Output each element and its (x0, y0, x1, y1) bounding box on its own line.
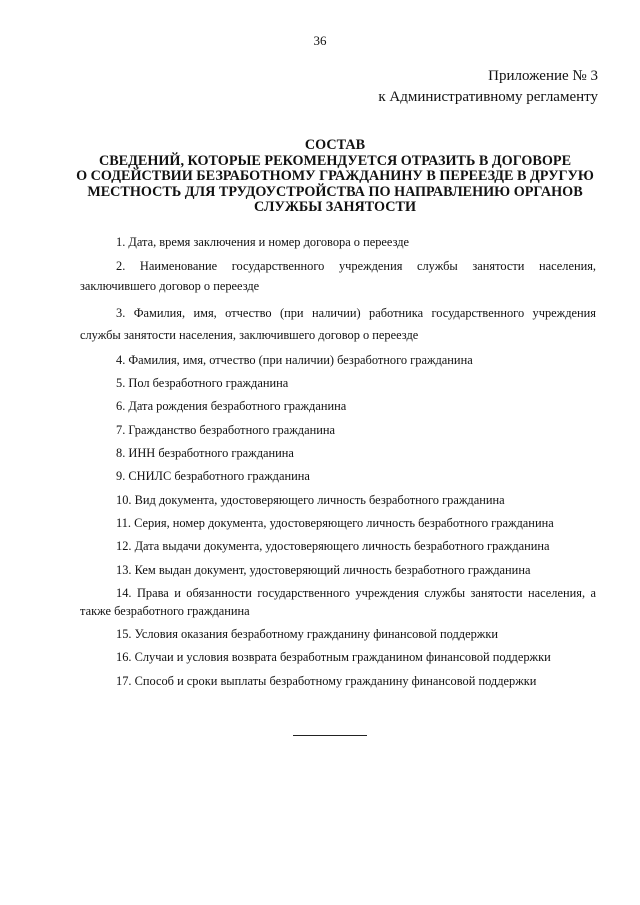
list-item: 3. Фамилия, имя, отчество (при наличии) работника государственного учреждения службы занятости населения, заключившего договор о переезде (80, 305, 596, 342)
title-line: СВЕДЕНИЙ, КОТОРЫЕ РЕКОМЕНДУЕТСЯ ОТРАЗИТЬ В ДОГОВОРЕ (98, 152, 572, 169)
title-line: СЛУЖБЫ ЗАНЯТОСТИ (253, 199, 416, 215)
list-item: 16. Случаи и условия возврата безработным гражданином финансовой поддержки (116, 650, 551, 665)
document-title (60, 138, 610, 216)
list-item: 5. Пол безработного гражданина (116, 376, 289, 391)
appendix-header (378, 66, 598, 108)
list-item: 11. Серия, номер документа, удостоверяющего личность безработного гражданина (116, 515, 554, 530)
list-item: 4. Фамилия, имя, отчество (при наличии) безработного гражданина (116, 352, 473, 367)
appendix-reference: к Административному регламенту (378, 89, 598, 105)
list-item: 10. Вид документа, удостоверяющего личность безработного гражданина (116, 492, 505, 507)
title-line: СОСТАВ (304, 137, 366, 153)
list-item: 6. Дата рождения безработного гражданина (116, 399, 347, 414)
list-item: 14. Права и обязанности государственного учреждения службы занятости населения, а также безработного гражданина (80, 585, 596, 618)
title-line: МЕСТНОСТЬ ДЛЯ ТРУДОУСТРОЙСТВА ПО НАПРАВЛЕНИЮ ОРГАНОВ (87, 183, 583, 200)
list-item: 15. Условия оказания безработному гражданину финансовой поддержки (116, 627, 498, 642)
list-item: 8. ИНН безработного гражданина (116, 446, 294, 461)
list-item: 12. Дата выдачи документа, удостоверяющего личность безработного гражданина (116, 539, 550, 554)
list-item: 9. СНИЛС безработного гражданина (116, 469, 310, 484)
closing-rule (293, 735, 367, 736)
list-item: 17. Способ и сроки выплаты безработному гражданину финансовой поддержки (116, 673, 537, 688)
appendix-number: Приложение № 3 (488, 68, 598, 84)
list-item: 7. Гражданство безработного гражданина (116, 422, 335, 437)
items-list (80, 233, 596, 695)
list-item: 1. Дата, время заключения и номер договора о переезде (116, 235, 410, 249)
title-line: О СОДЕЙСТВИИ БЕЗРАБОТНОМУ ГРАЖДАНИНУ В ПЕРЕЕЗДЕ В ДРУГУЮ (76, 168, 594, 184)
list-item: 13. Кем выдан документ, удостоверяющий личность безработного гражданина (116, 562, 531, 577)
page-number: 36 (313, 33, 327, 48)
list-item: 2. Наименование государственного учреждения службы занятости населения, заключившего договор о переезде (80, 259, 596, 294)
